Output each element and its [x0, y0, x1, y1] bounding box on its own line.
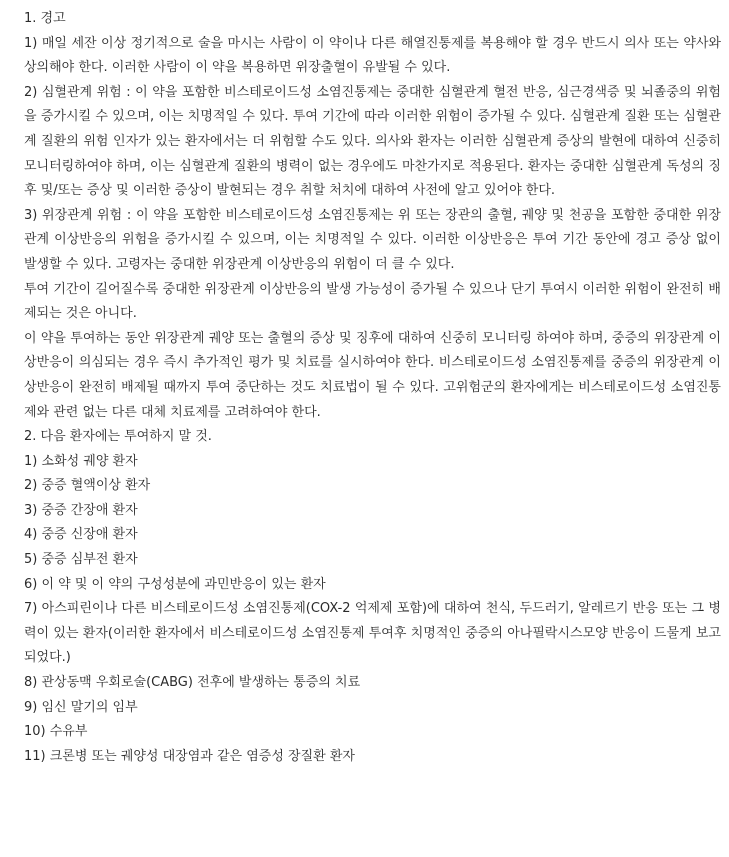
contraindication-item: 9) 임신 말기의 임부: [24, 699, 138, 715]
contraindication-item: 11) 크론병 또는 궤양성 대장염과 같은 염증성 장질환 환자: [24, 748, 355, 764]
contraindication-item: 6) 이 약 및 이 약의 구성성분에 과민반응이 있는 환자: [24, 576, 326, 592]
section-heading-contraindications: 2. 다음 환자에는 투여하지 말 것.: [24, 429, 212, 445]
contraindication-item: 8) 관상동맥 우회로술(CABG) 전후에 발생하는 통증의 치료: [24, 675, 361, 691]
warning-paragraph-monitoring: 이 약을 투여하는 동안 위장관계 궤양 또는 출혈의 증상 및 징후에 대하여 신중히 모니터링 하여야 하며, 중증의 위장관계 이상반응이 의심되는 경우 즉시 추가적인 평가 및 치료를 실시하여야 한다. 비스테로이드성 소염진통제를 중증의 위장관계 이상반응이 완전히 배제될 때까지 투여 중단하는 것도 치료법이 될 수 있다. 고위험군의 환자에게는 비스테로이드성 소염진통제와 관련 없는 다른 대체 치료제를 고려하여야 한다.: [24, 330, 721, 420]
section-heading-warning: 1. 경고: [24, 11, 66, 26]
contraindication-item: 3) 중증 간장애 환자: [24, 502, 138, 518]
contraindication-item: 5) 중증 심부전 환자: [24, 552, 138, 568]
contraindication-item: 7) 아스피린이나 다른 비스테로이드성 소염진통제(COX-2 억제제 포함)에 대하여 천식, 두드러기, 알레르기 반응 또는 그 병력이 있는 환자(이러한 환자에서 비스테로이드성 소염진통제 투여후 치명적인 중증의 아나필락시스모양 반응이 드물게 보고되었다.): [24, 601, 721, 666]
warning-item-alcohol: 1) 매일 세잔 이상 정기적으로 술을 마시는 사람이 이 약이나 다른 해열진통제를 복용해야 할 경우 반드시 의사 또는 약사와 상의해야 한다. 이러한 사람이 이 약을 복용하면 위장출혈이 유발될 수 있다.: [24, 35, 721, 76]
contraindication-item: 2) 중증 혈액이상 환자: [24, 478, 151, 494]
warning-item-cardiovascular: 2) 심혈관계 위험 : 이 약을 포함한 비스테로이드성 소염진통제는 중대한 심혈관계 혈전 반응, 심근경색증 및 뇌졸중의 위험을 증가시킬 수 있으며, 이는 치명적일 수 있다. 투여 기간에 따라 이러한 위험이 증가될 수 있다. 심혈관계 질환 또는 심혈관계 질환의 위험 인자가 있는 환자에서는 더 위험할 수도 있다. 의사와 환자는 이러한 심혈관계 증상의 발현에 대하여 신중히 모니터링하여야 하며, 이는 심혈관계 질환의 병력이 없는 경우에도 마찬가지로 적용된다. 환자는 중대한 심혈관계 독성의 징후 및/또는 증상 및 이러한 증상이 발현되는 경우 취할 처치에 대하여 사전에 알고 있어야 한다.: [24, 84, 721, 199]
contraindication-item: 10) 수유부: [24, 724, 88, 740]
contraindication-item: 1) 소화성 궤양 환자: [24, 453, 138, 469]
contraindication-item: 4) 중증 신장애 환자: [24, 527, 138, 543]
warning-paragraph-duration: 투여 기간이 길어질수록 중대한 위장관계 이상반응의 발생 가능성이 증가될 수 있으나 단기 투여시 이러한 위험이 완전히 배제되는 것은 아니다.: [24, 281, 721, 322]
warning-item-gastrointestinal: 3) 위장관계 위험 : 이 약을 포함한 비스테로이드성 소염진통제는 위 또는 장관의 출혈, 궤양 및 천공을 포함한 중대한 위장관계 이상반응의 위험을 증가시킬 수 있으며, 이는 치명적일 수 있다. 이러한 이상반응은 투여 기간 동안에 경고 증상 없이 발생할 수 있다. 고령자는 중대한 위장관계 이상반응의 위험이 더 클 수 있다.: [24, 207, 721, 272]
